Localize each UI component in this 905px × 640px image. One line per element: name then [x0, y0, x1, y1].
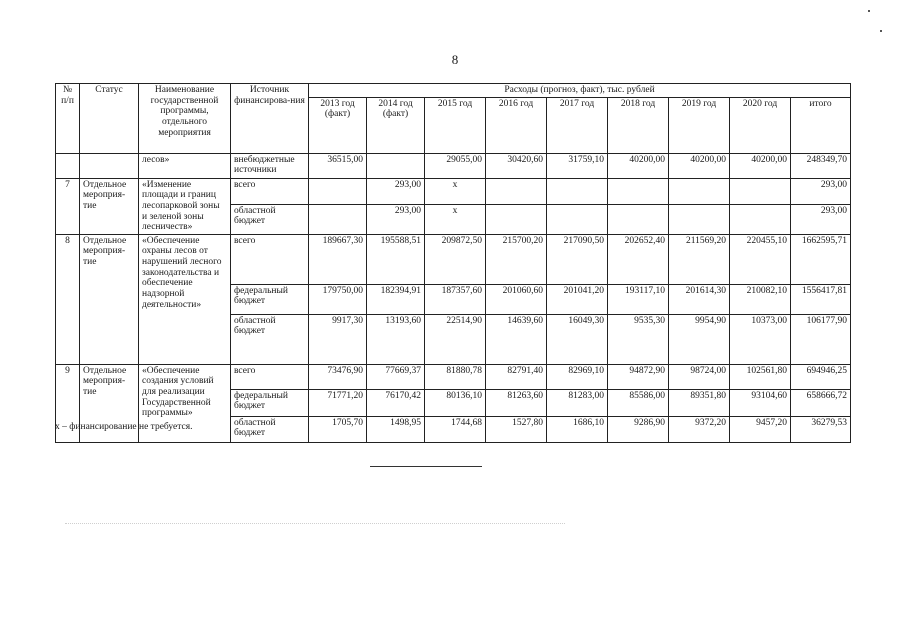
- year-value: [309, 178, 367, 204]
- year-value: [730, 204, 791, 234]
- year-value: 1705,70: [309, 416, 367, 442]
- row-status: Отдельное мероприя-тие: [80, 234, 139, 364]
- year-value: 89351,80: [669, 389, 730, 416]
- year-value: 1744,68: [425, 416, 486, 442]
- year-value: 81263,60: [486, 389, 547, 416]
- year-value: 9372,20: [669, 416, 730, 442]
- year-value: 73476,90: [309, 364, 367, 389]
- header-year: 2015 год: [425, 97, 486, 153]
- year-value: x: [425, 204, 486, 234]
- header-year: 2019 год: [669, 97, 730, 153]
- year-value: [486, 178, 547, 204]
- year-value: 193117,10: [608, 284, 669, 314]
- year-value: 215700,20: [486, 234, 547, 284]
- total-value: 36279,53: [791, 416, 851, 442]
- year-value: 293,00: [367, 204, 425, 234]
- header-row-top: [56, 84, 851, 98]
- year-value: 201060,60: [486, 284, 547, 314]
- year-value: [608, 204, 669, 234]
- row-name: «Обеспечение охраны лесов от нарушений лесного законодательства и обеспечение надзорной деятельности»: [139, 234, 231, 364]
- year-value: [367, 153, 425, 178]
- year-value: 14639,60: [486, 314, 547, 364]
- row-status: Отдельное мероприя-тие: [80, 364, 139, 442]
- year-value: 179750,00: [309, 284, 367, 314]
- header-num: № п/п: [56, 84, 80, 154]
- year-value: [547, 204, 608, 234]
- total-value: 106177,90: [791, 314, 851, 364]
- year-value: 82969,10: [547, 364, 608, 389]
- scan-artifact-line: [65, 523, 565, 524]
- header-year: 2020 год: [730, 97, 791, 153]
- year-value: 182394,91: [367, 284, 425, 314]
- header-name: Наименование государственной программы, отдельного мероприятия: [139, 84, 231, 154]
- year-value: 98724,00: [669, 364, 730, 389]
- row-status: Отдельное мероприя-тие: [80, 178, 139, 234]
- scan-speck: [880, 30, 882, 32]
- year-value: 81880,78: [425, 364, 486, 389]
- table-row: [56, 234, 851, 284]
- year-value: 16049,30: [547, 314, 608, 364]
- year-value: [547, 178, 608, 204]
- year-value: x: [425, 178, 486, 204]
- row-number: 7: [56, 178, 80, 234]
- page-number: 8: [451, 52, 459, 67]
- year-value: 82791,40: [486, 364, 547, 389]
- total-value: 293,00: [791, 178, 851, 204]
- funding-source: федеральный бюджет: [231, 284, 309, 314]
- header-expenses: Расходы (прогноз, факт), тыс. рублей: [309, 84, 851, 98]
- header-year: 2016 год: [486, 97, 547, 153]
- funding-source: областной бюджет: [231, 204, 309, 234]
- header-total: итого: [791, 97, 851, 153]
- total-value: 1556417,81: [791, 284, 851, 314]
- year-value: 195588,51: [367, 234, 425, 284]
- year-value: 93104,60: [730, 389, 791, 416]
- year-value: [486, 204, 547, 234]
- table-body: [56, 153, 851, 442]
- row-status: [80, 153, 139, 178]
- total-value: 658666,72: [791, 389, 851, 416]
- total-value: 1662595,71: [791, 234, 851, 284]
- year-value: 29055,00: [425, 153, 486, 178]
- year-value: 189667,30: [309, 234, 367, 284]
- row-number: 8: [56, 234, 80, 364]
- year-value: 9917,30: [309, 314, 367, 364]
- row-number: [56, 153, 80, 178]
- year-value: 80136,10: [425, 389, 486, 416]
- year-value: 1527,80: [486, 416, 547, 442]
- scan-speck: [868, 10, 870, 12]
- year-value: 40200,00: [669, 153, 730, 178]
- year-value: 102561,80: [730, 364, 791, 389]
- year-value: 201614,30: [669, 284, 730, 314]
- year-value: [730, 178, 791, 204]
- funding-source: областной бюджет: [231, 314, 309, 364]
- year-value: 211569,20: [669, 234, 730, 284]
- row-number: 9: [56, 364, 80, 442]
- header-year: 2013 год (факт): [309, 97, 367, 153]
- year-value: 9954,90: [669, 314, 730, 364]
- year-value: 40200,00: [608, 153, 669, 178]
- header-year: 2017 год: [547, 97, 608, 153]
- year-value: 187357,60: [425, 284, 486, 314]
- year-value: [669, 178, 730, 204]
- year-value: 30420,60: [486, 153, 547, 178]
- year-value: 31759,10: [547, 153, 608, 178]
- funding-source: всего: [231, 364, 309, 389]
- total-value: 694946,25: [791, 364, 851, 389]
- footnote: x – финансирование не требуется.: [55, 422, 193, 432]
- funding-source: всего: [231, 178, 309, 204]
- year-value: 1686,10: [547, 416, 608, 442]
- year-value: [309, 204, 367, 234]
- year-value: 10373,00: [730, 314, 791, 364]
- total-value: 248349,70: [791, 153, 851, 178]
- year-value: 40200,00: [730, 153, 791, 178]
- year-value: 210082,10: [730, 284, 791, 314]
- year-value: 77669,37: [367, 364, 425, 389]
- year-value: 9286,90: [608, 416, 669, 442]
- table-row: [56, 178, 851, 204]
- header-status: Статус: [80, 84, 139, 154]
- header-year: 2014 год (факт): [367, 97, 425, 153]
- year-value: [669, 204, 730, 234]
- year-value: 81283,00: [547, 389, 608, 416]
- year-value: [608, 178, 669, 204]
- year-value: 209872,50: [425, 234, 486, 284]
- row-name: «Обеспечение создания условий для реализации Государственной программы»: [139, 364, 231, 442]
- year-value: 13193,60: [367, 314, 425, 364]
- header-year: 2018 год: [608, 97, 669, 153]
- year-value: 9457,20: [730, 416, 791, 442]
- budget-table: [55, 83, 851, 443]
- year-value: 293,00: [367, 178, 425, 204]
- year-value: 1498,95: [367, 416, 425, 442]
- separator-line: [370, 466, 482, 467]
- funding-source: областной бюджет: [231, 416, 309, 442]
- year-value: 9535,30: [608, 314, 669, 364]
- funding-source: всего: [231, 234, 309, 284]
- funding-source: внебюджетные источники: [231, 153, 309, 178]
- year-value: 76170,42: [367, 389, 425, 416]
- year-value: 22514,90: [425, 314, 486, 364]
- year-value: 85586,00: [608, 389, 669, 416]
- year-value: 94872,90: [608, 364, 669, 389]
- total-value: 293,00: [791, 204, 851, 234]
- table-row: [56, 153, 851, 178]
- row-name: лесов»: [139, 153, 231, 178]
- table-row: [56, 364, 851, 389]
- year-value: 36515,00: [309, 153, 367, 178]
- row-name: «Изменение площади и границ лесопарковой зоны и зеленой зоны лесничеств»: [139, 178, 231, 234]
- year-value: 202652,40: [608, 234, 669, 284]
- funding-source: федеральный бюджет: [231, 389, 309, 416]
- year-value: 217090,50: [547, 234, 608, 284]
- year-value: 220455,10: [730, 234, 791, 284]
- header-source: Источник финансирова-ния: [231, 84, 309, 154]
- year-value: 71771,20: [309, 389, 367, 416]
- year-value: 201041,20: [547, 284, 608, 314]
